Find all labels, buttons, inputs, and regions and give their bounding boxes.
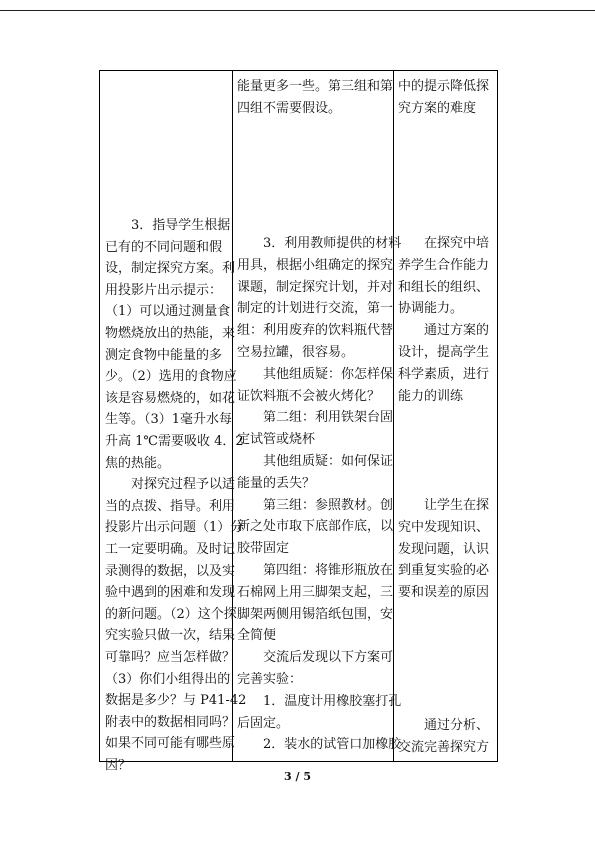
text-line: 物燃烧放出的热能，来 <box>105 326 236 341</box>
text-line: 设，制定探究方案。利 <box>105 261 236 277</box>
text-line: 录测得的数据，以及实 <box>105 563 236 579</box>
text-line: 完善实验： <box>237 672 303 687</box>
text-line: 中的提示降低探 <box>398 79 490 94</box>
text-line: 3．利用教师提供的材料 <box>237 236 402 251</box>
text-line: 究方案的难度 <box>398 101 477 116</box>
text-line: 工一定要明确。及时记 <box>105 542 236 557</box>
text-line: 交流后发现以下方案可 <box>237 650 394 666</box>
text-line: 如果不同可能有哪些原 <box>105 736 236 752</box>
text-line: 已有的不同问题和假 <box>105 239 223 255</box>
text-line: 焦的热能。 <box>105 455 171 471</box>
text-line: 设计，提高学生 <box>398 345 490 360</box>
text-line: 后固定。 <box>237 715 290 731</box>
text-line: 2．装水的试管口加橡胶 <box>237 737 402 753</box>
text-line: （3）你们小组得出的 <box>105 671 231 687</box>
text-line: 能量的丢失？ <box>237 475 316 491</box>
text-line: 1．温度计用橡胶塞打孔 <box>237 693 402 709</box>
text-line: 组：利用废弃的饮料瓶代替 <box>237 323 394 339</box>
text-line: 可靠吗？应当怎样做？ <box>105 650 236 665</box>
text-line: 生等。（3）1毫升水每 <box>105 412 233 428</box>
lesson-table <box>99 70 498 773</box>
text-line: 协调能力。 <box>398 301 464 317</box>
text-line: 第三组：参照教材。创 <box>237 497 394 513</box>
text-line: 究实验只做一次，结果 <box>105 628 236 644</box>
column-divider <box>393 71 394 761</box>
text-line: 能量更多一些。第三组和第 <box>237 79 394 94</box>
text-line: 养学生合作能力 <box>398 257 490 273</box>
text-line: 科学素质，进行 <box>398 366 490 382</box>
text-line: 用具，根据小组确定的探究 <box>237 257 394 273</box>
text-line: 通过分析、 <box>398 718 490 733</box>
text-line: 其他组质疑：如何保证 <box>237 454 394 469</box>
text-line: 第二组：利用铁架台固 <box>237 410 394 426</box>
text-line: 新之处市取下底部作底，以 <box>237 519 394 535</box>
text-line: 制定的计划进行交流，第一 <box>237 301 394 317</box>
text-line: 石棉网上用三脚架支起，三 <box>237 584 394 600</box>
text-line: 脚架两侧用锡箔纸包围，安 <box>237 606 394 622</box>
text-line: 用投影片出示提示： <box>105 282 223 298</box>
text-line: 四组不需要假设。 <box>237 101 342 116</box>
text-line: 少。（2）选用的食物应 <box>105 369 237 385</box>
text-line: 定试管或烧杯 <box>237 432 316 448</box>
text-line: 验中遇到的困难和发现 <box>105 585 236 601</box>
text-line: 3．指导学生根据 <box>105 218 231 233</box>
text-line: 升高 1℃需要吸收 4．2 <box>105 434 244 449</box>
text-line: 课题，制定探究计划，并对 <box>237 279 394 295</box>
text-line: 投影片出示问题（1）分 <box>105 520 244 536</box>
text-line: 全简便 <box>237 628 277 644</box>
text-line: 其他组质疑：你怎样保 <box>237 366 394 382</box>
text-line: 发现问题，认识 <box>398 541 490 557</box>
text-line: 因？ <box>105 758 132 773</box>
header-rule <box>0 10 595 11</box>
text-line: 到重复实验的必 <box>398 563 490 579</box>
text-line: 附表中的数据相同吗？ <box>105 714 236 730</box>
text-line: 测定食物中能量的多 <box>105 347 223 363</box>
page-number: 3 / 5 <box>284 770 311 783</box>
text-line: 让学生在探 <box>398 498 490 513</box>
text-line: （1）可以通过测量食 <box>105 304 231 320</box>
text-line: 要和误差的原因 <box>398 585 490 601</box>
text-line: 第四组：将锥形瓶放在 <box>237 563 394 578</box>
text-line: 该是容易燃烧的，如花 <box>105 390 236 406</box>
text-line: 胶带固定 <box>237 541 290 557</box>
text-line: 在探究中培 <box>398 236 490 251</box>
text-line: 对探究过程予以适 <box>105 477 236 493</box>
text-line: 空易拉罐，很容易。 <box>237 345 355 360</box>
text-line: 的新问题。（2）这个探 <box>105 606 237 622</box>
text-line: 交流完善探究方 <box>398 739 490 755</box>
text-line: 通过方案的 <box>398 323 490 339</box>
text-line: 究中发现知识、 <box>398 519 490 535</box>
text-line: 证饮料瓶不会被火烤化？ <box>237 388 381 404</box>
text-line: 能力的训练 <box>398 388 464 404</box>
text-line: 数据是多少？与 P41-42 <box>105 693 247 709</box>
text-line: 当的点拨、指导。利用 <box>105 498 236 514</box>
text-line: 和组长的组织、 <box>398 279 490 295</box>
